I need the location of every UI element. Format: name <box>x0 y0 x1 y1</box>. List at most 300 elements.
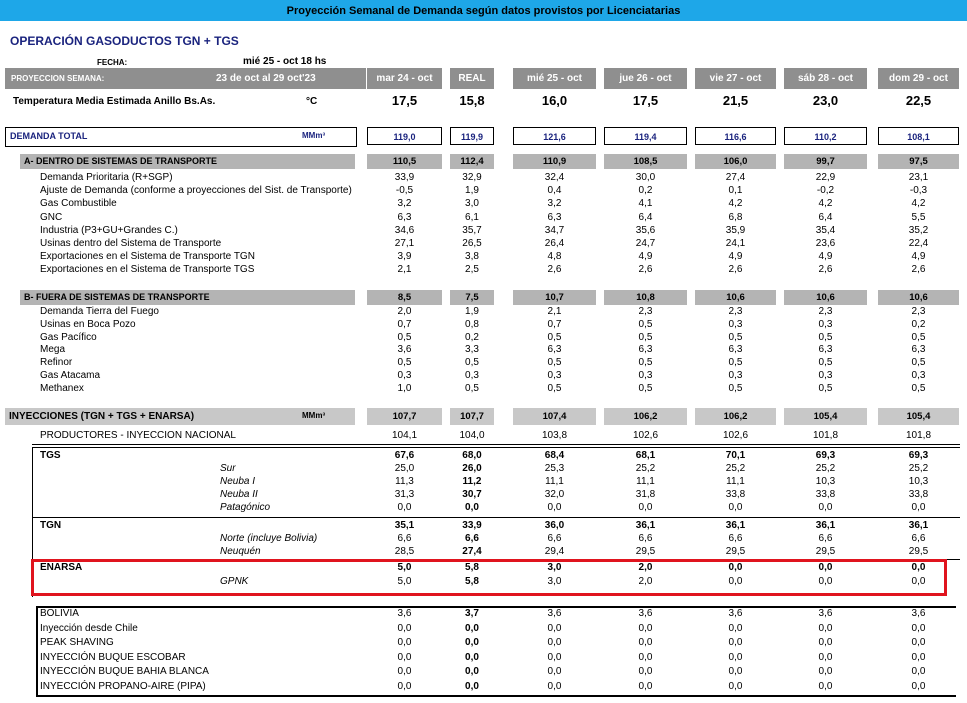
sec_a-row-value: 4,2 <box>818 198 833 210</box>
tgs-sub-value: 25,2 <box>908 463 929 474</box>
inyecciones-value: 107,7 <box>367 408 442 425</box>
otros-row-value: 0,0 <box>465 637 479 648</box>
otros-row-value: 0,0 <box>638 680 653 692</box>
tgn-sub-value: 28,5 <box>394 546 415 557</box>
sec_b-row-value: 6,3 <box>638 344 653 356</box>
sec_b-row-label: Refinor <box>40 357 73 369</box>
tgn-sub-value: 6,6 <box>465 533 479 544</box>
proyeccion-label: PROYECCION SEMANA: <box>11 74 105 83</box>
inyecciones-value: 107,4 <box>513 408 596 425</box>
enarsa-total-value: 3,0 <box>547 562 562 573</box>
temperature-value: 16,0 <box>541 93 568 108</box>
sec_a-row-value: 0,1 <box>728 185 743 197</box>
sec_a-row-label: Exportaciones en el Sistema de Transporte TGS <box>40 264 255 276</box>
sec_b-row-value: 0,3 <box>818 370 833 381</box>
otros-row-value: 0,0 <box>397 651 412 663</box>
sec_b-row-value: 3,6 <box>397 344 412 356</box>
tgs-top-rule <box>32 447 960 448</box>
column-header: sáb 28 - oct <box>784 68 867 89</box>
tgn-sub-value: 27,4 <box>462 546 482 557</box>
sec_a-row-value: 3,2 <box>397 198 412 210</box>
sec_b-row-value: 0,5 <box>638 331 653 343</box>
tgn-label: TGN <box>40 520 62 531</box>
tgn-sub-value: 29,5 <box>635 546 656 557</box>
otros-row-value: 0,0 <box>728 651 743 663</box>
tgn-total-value: 36,1 <box>908 520 929 531</box>
sec_b-total-value: 10,7 <box>513 290 596 305</box>
sec_a-row-value: 3,9 <box>397 251 412 263</box>
temperature-unit: °C <box>306 96 318 107</box>
tgs-sub-value: 33,8 <box>908 489 929 500</box>
tgs-sub-value: 25,2 <box>635 463 656 474</box>
sec_b-row-value: 2,3 <box>911 306 926 317</box>
sec_a-row-value: 0,4 <box>547 185 562 197</box>
otros-row-value: 0,0 <box>547 651 562 663</box>
sec_b-row-value: 0,5 <box>397 331 412 343</box>
tgs-sub-value: 31,8 <box>635 489 656 500</box>
sec_b-row-value: 0,5 <box>547 382 562 394</box>
otros-row-value: 0,0 <box>911 637 926 648</box>
enarsa-total-value: 0,0 <box>728 562 743 573</box>
otros-row-value: 0,0 <box>397 680 412 692</box>
tgn-top-rule <box>32 517 960 518</box>
tgs-sub-label: Sur <box>220 463 236 474</box>
fecha-value: mié 25 - oct 18 hs <box>243 56 327 67</box>
tgs-sub-value: 11,1 <box>636 476 655 487</box>
sec_b-row-label: Mega <box>40 344 66 356</box>
inyecciones-header <box>5 408 355 425</box>
sec_b-total-value: 10,8 <box>604 290 687 305</box>
tgs-sub-value: 30,7 <box>462 489 482 500</box>
otros-row-label: INYECCIÓN BUQUE BAHIA BLANCA <box>40 666 209 677</box>
otros-row-value: 0,0 <box>638 622 653 634</box>
sec_a-row-value: 35,7 <box>462 224 482 236</box>
tgs-sub-value: 0,0 <box>547 502 562 513</box>
sec_b-row-value: 0,7 <box>397 318 412 330</box>
otros-row-value: 0,0 <box>911 680 926 692</box>
enarsa-sub-value: 0,0 <box>818 576 833 587</box>
sec_a-row-label: Exportaciones en el Sistema de Transporte TGN <box>40 251 255 263</box>
sec_a-row-value: 4,9 <box>728 251 743 263</box>
otros-row-value: 3,7 <box>465 608 479 619</box>
tgn-total-value: 36,1 <box>815 520 836 531</box>
otros-row-value: 3,6 <box>911 608 926 619</box>
tgs-sub-label: Neuba I <box>220 476 256 487</box>
inyecciones-value: 105,4 <box>878 408 959 425</box>
sec_b-row-value: 0,3 <box>465 370 479 381</box>
sec_b-row-value: 2,3 <box>818 306 833 317</box>
tgn-sub-value: 6,6 <box>728 533 743 544</box>
tgn-sub-value: 29,4 <box>544 546 565 557</box>
sec_a-row-value: 35,9 <box>725 224 746 236</box>
tgn-sub-value: 6,6 <box>818 533 833 544</box>
productores-value: 103,8 <box>541 430 568 441</box>
otros-row-value: 0,0 <box>911 622 926 634</box>
sec_a-row-value: 2,5 <box>465 264 479 276</box>
sec_a-row-value: 2,6 <box>911 264 926 276</box>
tgs-total-value: 69,3 <box>815 450 836 461</box>
otros-row-value: 0,0 <box>728 666 743 677</box>
fecha-label: FECHA: <box>97 58 128 67</box>
tgs-sub-value: 26,0 <box>462 463 482 474</box>
sec_a-row-value: 6,3 <box>397 211 412 223</box>
sec_a-row-value: 23,6 <box>815 238 836 249</box>
tgs-sub-value: 33,8 <box>815 489 836 500</box>
tgn-sub-value: 6,6 <box>547 533 562 544</box>
tgs-sub-label: Neuba II <box>220 489 258 500</box>
productores-value: 102,6 <box>632 430 659 441</box>
enarsa-sub-value: 0,0 <box>911 576 926 587</box>
otros-row-label: BOLIVIA <box>40 608 79 619</box>
sec_a-row-value: 2,6 <box>728 264 743 276</box>
sec_a-row-value: 2,6 <box>818 264 833 276</box>
operation-title: OPERACIÓN GASODUCTOS TGN + TGS <box>10 34 239 48</box>
sec_b-row-value: 0,2 <box>465 331 479 343</box>
sec_a-total-value: 99,7 <box>784 154 867 169</box>
otros-row-value: 0,0 <box>728 680 743 692</box>
otros-row-value: 0,0 <box>547 680 562 692</box>
sec_b-row-value: 0,3 <box>818 318 833 330</box>
productores-value: 101,8 <box>812 430 839 441</box>
inyecciones-label: INYECCIONES (TGN + TGS + ENARSA) <box>9 411 195 422</box>
enarsa-sub-value: 2,0 <box>638 576 653 587</box>
sec_a-row-value: 6,8 <box>728 211 743 223</box>
enarsa-sub-value: 5,0 <box>397 576 412 587</box>
sec_b-row-value: 0,3 <box>547 370 562 381</box>
demanda-total-value: 110,2 <box>784 127 867 145</box>
sec_b-row-value: 6,3 <box>547 344 562 356</box>
productores-value: 104,0 <box>459 430 485 441</box>
tgs-sub-value: 0,0 <box>911 502 926 513</box>
sec_a-row-value: 3,0 <box>465 198 479 210</box>
sec_a-row-value: 27,1 <box>394 238 415 249</box>
tgs-sub-value: 11,3 <box>395 476 414 487</box>
sec_b-row-value: 0,3 <box>911 370 926 381</box>
sec_a-row-value: 24,7 <box>635 238 656 249</box>
sec_a-total-value: 112,4 <box>450 154 494 169</box>
otros-bottom-rule <box>36 695 956 697</box>
sec_b-row-value: 0,5 <box>465 382 479 394</box>
sec_a-row-value: 4,9 <box>818 251 833 263</box>
sec_b-row-label: Usinas en Boca Pozo <box>40 318 136 330</box>
otros-row-value: 0,0 <box>818 651 833 663</box>
section-a-label: A- DENTRO DE SISTEMAS DE TRANSPORTE <box>24 156 218 166</box>
sec_a-total-value: 97,5 <box>878 154 959 169</box>
tgs-sub-value: 0,0 <box>397 502 412 513</box>
otros-row-label: PEAK SHAVING <box>40 637 114 648</box>
sec_b-row-value: 0,5 <box>728 357 743 369</box>
tgs-sub-value: 11,1 <box>726 476 745 487</box>
section-b-label: B- FUERA DE SISTEMAS DE TRANSPORTE <box>24 292 210 302</box>
sec_a-row-label: Gas Combustible <box>40 198 117 210</box>
tgs-sub-value: 25,3 <box>544 463 565 474</box>
sec_a-row-value: 34,6 <box>394 224 415 236</box>
tgs-sub-value: 25,2 <box>725 463 746 474</box>
sec_a-row-value: 6,3 <box>547 211 562 223</box>
otros-row-value: 0,0 <box>465 666 479 677</box>
demanda-total-unit: MMm³ <box>302 131 326 140</box>
tgs-total-value: 68,1 <box>635 450 656 461</box>
otros-row-value: 0,0 <box>728 622 743 634</box>
tgn-sub-value: 6,6 <box>911 533 926 544</box>
otros-row-value: 0,0 <box>818 622 833 634</box>
sec_b-row-label: Methanex <box>40 382 84 394</box>
sec_b-row-value: 0,5 <box>911 331 926 343</box>
sec_a-row-value: 23,1 <box>908 172 929 183</box>
sec_b-row-value: 0,5 <box>547 331 562 343</box>
otros-row-value: 0,0 <box>818 637 833 648</box>
otros-row-value: 0,0 <box>397 666 412 677</box>
tgs-sub-value: 0,0 <box>465 502 479 513</box>
otros-row-value: 0,0 <box>547 622 562 634</box>
otros-row-value: 3,6 <box>547 608 562 619</box>
sec_a-total-value: 108,5 <box>604 154 687 169</box>
temperature-value: 15,8 <box>459 93 485 108</box>
proyeccion-header <box>5 68 366 89</box>
otros-row-label: INYECCIÓN BUQUE ESCOBAR <box>40 651 186 663</box>
otros-row-value: 0,0 <box>465 651 479 663</box>
enarsa-label: ENARSA <box>40 562 83 573</box>
otros-row-value: 0,0 <box>911 666 926 677</box>
sec_b-row-value: 0,7 <box>547 318 562 330</box>
tgs-total-value: 70,1 <box>725 450 746 461</box>
otros-row-value: 3,6 <box>397 608 412 619</box>
sec_b-row-value: 2,1 <box>547 306 562 317</box>
productores-value: 102,6 <box>722 430 749 441</box>
sec_b-row-value: 1,0 <box>397 382 412 394</box>
sec_b-row-value: 0,5 <box>911 382 926 394</box>
sec_b-row-value: 0,5 <box>465 357 479 369</box>
otros-row-value: 0,0 <box>397 637 412 648</box>
tgn-total-value: 36,0 <box>544 520 565 531</box>
sec_b-row-value: 0,8 <box>465 318 479 330</box>
sec_b-row-value: 2,3 <box>728 306 743 317</box>
column-header: REAL <box>450 68 494 89</box>
tgs-sub-value: 25,0 <box>394 463 415 474</box>
enarsa-sub-label: GPNK <box>220 576 249 587</box>
otros-row-value: 3,6 <box>638 608 653 619</box>
sec_a-row-label: GNC <box>40 211 63 223</box>
sec_b-row-value: 0,3 <box>728 370 743 381</box>
enarsa-sub-value: 5,8 <box>465 576 479 587</box>
sec_a-row-value: 35,2 <box>908 224 929 236</box>
sec_a-row-value: 4,8 <box>547 251 562 263</box>
sec_b-row-label: Demanda Tierra del Fuego <box>40 306 159 317</box>
sec_b-row-value: 0,5 <box>638 357 653 369</box>
otros-row-value: 0,0 <box>397 622 412 634</box>
inyecciones-value: 105,4 <box>784 408 867 425</box>
otros-row-label: INYECCIÓN PROPANO-AIRE (PIPA) <box>40 680 206 692</box>
column-header: mar 24 - oct <box>367 68 442 89</box>
sec_b-row-value: 0,5 <box>911 357 926 369</box>
enarsa-total-value: 5,0 <box>397 562 412 573</box>
enarsa-sub-value: 3,0 <box>547 576 562 587</box>
demanda-total-value: 108,1 <box>878 127 959 145</box>
tgs-total-value: 68,0 <box>462 450 482 461</box>
sec_b-row-value: 6,3 <box>818 344 833 356</box>
sec_a-row-label: Industria (P3+GU+Grandes C.) <box>40 224 178 236</box>
sec_a-row-value: 27,4 <box>725 172 746 183</box>
sec_a-total-value: 110,5 <box>367 154 442 169</box>
productores-value: 104,1 <box>391 430 418 441</box>
enarsa-total-value: 0,0 <box>818 562 833 573</box>
sec_b-row-value: 2,3 <box>638 306 653 317</box>
inyecciones-value: 106,2 <box>695 408 776 425</box>
tgs-total-value: 69,3 <box>908 450 929 461</box>
tgn-sub-label: Norte (incluye Bolivia) <box>220 533 318 544</box>
sec_b-row-value: 0,5 <box>728 382 743 394</box>
sec_a-row-value: 30,0 <box>635 172 656 183</box>
tgn-total-value: 33,9 <box>462 520 482 531</box>
tgs-sub-label: Patagónico <box>220 502 271 513</box>
sec_a-row-value: 3,8 <box>465 251 479 263</box>
temperature-value: 23,0 <box>812 93 839 108</box>
otros-row-value: 0,0 <box>818 666 833 677</box>
sec_a-row-value: 4,2 <box>728 198 743 210</box>
sec_b-row-value: 0,5 <box>638 382 653 394</box>
tgs-sub-value: 0,0 <box>638 502 653 513</box>
demanda-total-value: 116,6 <box>695 127 776 145</box>
otros-left-rule <box>36 606 38 697</box>
sec_b-row-label: Gas Atacama <box>40 370 101 381</box>
tgs-sub-value: 25,2 <box>815 463 836 474</box>
sec_a-row-value: 34,7 <box>544 224 565 236</box>
tgn-sub-value: 6,6 <box>397 533 412 544</box>
tgn-sub-value: 6,6 <box>638 533 653 544</box>
tgn-sub-value: 29,5 <box>725 546 746 557</box>
sec_b-total-value: 10,6 <box>695 290 776 305</box>
sec_a-row-value: 24,1 <box>725 238 746 249</box>
sec_b-total-value: 10,6 <box>878 290 959 305</box>
tgs-sub-value: 10,3 <box>908 476 929 487</box>
sec_b-total-value: 8,5 <box>367 290 442 305</box>
demanda-total-row <box>5 127 357 147</box>
sec_a-row-value: 2,6 <box>547 264 562 276</box>
tgs-total-value: 68,4 <box>544 450 565 461</box>
inyecciones-unit: MMm³ <box>302 411 326 420</box>
productores-value: 101,8 <box>905 430 932 441</box>
sec_a-total-value: 110,9 <box>513 154 596 169</box>
tgn-total-value: 36,1 <box>635 520 656 531</box>
sec_a-row-value: 22,9 <box>815 172 836 183</box>
proyeccion-range: 23 de oct al 29 oct'23 <box>216 73 316 84</box>
otros-row-value: 0,0 <box>465 680 479 692</box>
otros-row-value: 0,0 <box>465 622 479 634</box>
sec_a-row-value: 35,4 <box>815 224 836 236</box>
tgn-sub-value: 29,5 <box>908 546 929 557</box>
tgn-total-value: 36,1 <box>725 520 746 531</box>
sec_a-row-value: 35,6 <box>635 224 656 236</box>
sec_a-row-value: 32,4 <box>544 172 565 183</box>
temperature-value: 17,5 <box>632 93 659 108</box>
tgs-sub-value: 32,0 <box>544 489 565 500</box>
enarsa-sub-value: 0,0 <box>728 576 743 587</box>
demanda-total-label: DEMANDA TOTAL <box>10 131 88 141</box>
sec_a-row-value: 4,1 <box>638 198 653 210</box>
sec_b-row-label: Gas Pacífico <box>40 331 97 343</box>
column-header: vie 27 - oct <box>695 68 776 89</box>
sec_b-row-value: 6,3 <box>728 344 743 356</box>
tgs-sub-value: 11,1 <box>545 476 564 487</box>
column-header: mié 25 - oct <box>513 68 596 89</box>
report-banner: Proyección Semanal de Demanda según datos provistos por Licenciatarias <box>0 0 967 21</box>
tgn-sub-label: Neuquén <box>220 546 261 557</box>
tgs-sub-value: 11,2 <box>462 476 482 487</box>
sec_a-row-value: 6,4 <box>638 211 653 223</box>
sec_a-row-value: 2,1 <box>397 264 412 276</box>
sec_a-row-label: Demanda Prioritaria (R+SGP) <box>40 172 173 183</box>
sec_b-row-value: 0,3 <box>638 370 653 381</box>
sec_a-row-value: 26,4 <box>544 238 565 249</box>
otros-row-label: Inyección desde Chile <box>40 622 138 634</box>
tgn-sub-value: 29,5 <box>815 546 836 557</box>
sec_a-row-value: 4,9 <box>911 251 926 263</box>
sec_b-total-value: 7,5 <box>450 290 494 305</box>
sec_b-row-value: 3,3 <box>465 344 479 356</box>
sec_b-row-value: 0,2 <box>911 318 926 330</box>
sec_b-row-value: 0,5 <box>818 382 833 394</box>
sec_a-row-value: 26,5 <box>462 238 482 249</box>
enarsa-total-value: 2,0 <box>638 562 653 573</box>
sec_a-row-value: 2,6 <box>638 264 653 276</box>
sec_a-row-value: 22,4 <box>908 238 929 249</box>
sec_a-row-value: -0,2 <box>816 185 835 197</box>
sec_a-row-value: 4,2 <box>911 198 926 210</box>
tgs-sub-value: 0,0 <box>818 502 833 513</box>
otros-row-value: 0,0 <box>638 637 653 648</box>
otros-row-value: 3,6 <box>818 608 833 619</box>
sec_a-row-value: -0,5 <box>395 185 414 197</box>
sec_a-row-value: 6,4 <box>818 211 833 223</box>
sec_b-row-value: 0,5 <box>638 318 653 330</box>
sec_a-row-value: 6,1 <box>465 211 479 223</box>
otros-row-value: 0,0 <box>638 666 653 677</box>
section-a-header <box>20 154 355 169</box>
enarsa-total-value: 5,8 <box>465 562 479 573</box>
otros-row-value: 0,0 <box>547 637 562 648</box>
sec_a-row-value: 3,2 <box>547 198 562 210</box>
sec_a-row-value: 33,9 <box>394 172 415 183</box>
sec_a-row-value: -0,3 <box>909 185 928 197</box>
section-b-header <box>20 290 355 305</box>
productores-label: PRODUCTORES - INYECCION NACIONAL <box>40 430 236 441</box>
temperature-value: 21,5 <box>722 93 749 108</box>
sec_b-row-value: 0,3 <box>397 370 412 381</box>
tgs-sub-value: 0,0 <box>728 502 743 513</box>
inyecciones-value: 107,7 <box>450 408 494 425</box>
otros-row-value: 0,0 <box>547 666 562 677</box>
column-header: jue 26 - oct <box>604 68 687 89</box>
otros-row-value: 3,6 <box>728 608 743 619</box>
sec_b-row-value: 6,3 <box>911 344 926 356</box>
demanda-total-value: 119,9 <box>450 127 494 145</box>
tgs-sub-value: 10,3 <box>815 476 836 487</box>
tgn-total-value: 35,1 <box>394 520 415 531</box>
sec_b-row-value: 2,0 <box>397 306 412 317</box>
sec_b-row-value: 0,5 <box>818 357 833 369</box>
otros-row-value: 0,0 <box>818 680 833 692</box>
sec_b-row-value: 0,5 <box>547 357 562 369</box>
sec_a-row-value: 0,2 <box>638 185 653 197</box>
demanda-total-value: 121,6 <box>513 127 596 145</box>
otros-row-value: 0,0 <box>911 651 926 663</box>
demanda-total-value: 119,0 <box>367 127 442 145</box>
inyecciones-value: 106,2 <box>604 408 687 425</box>
tgs-label: TGS <box>40 450 61 461</box>
sec_a-row-value: 1,9 <box>465 185 479 197</box>
sec_a-row-value: 4,9 <box>638 251 653 263</box>
sec_b-row-value: 0,5 <box>397 357 412 369</box>
